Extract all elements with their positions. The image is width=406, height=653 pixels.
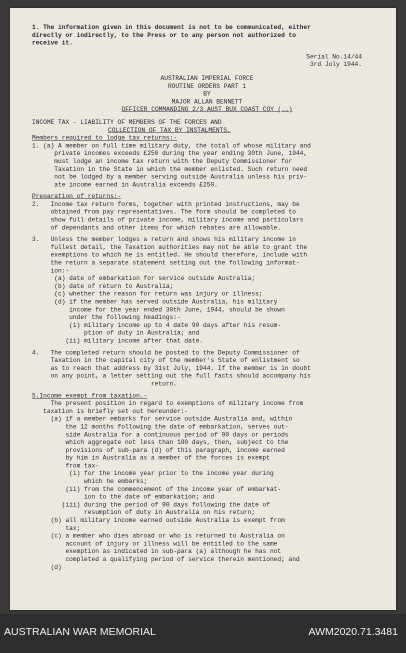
archive-id: AWM2020.71.3481	[308, 626, 398, 638]
para-line: (c) whether the reason for return was injury or illness;	[32, 290, 263, 298]
heading-line: AUSTRALIAN IMPERIAL FORCE	[160, 74, 254, 82]
preparation-heading: Preparation of returns:-	[32, 193, 122, 201]
heading-line: ROUTINE ORDERS PART 1	[167, 82, 247, 90]
para-line: which he embarks;	[32, 478, 148, 486]
exempt-income-heading: 5.Income exempt from taxation.-	[32, 392, 148, 400]
subject-line: INCOME TAX - LIABILITY OF MEMBERS OF THE FORCES AND	[32, 118, 222, 126]
archive-name: AUSTRALIAN WAR MEMORIAL	[4, 626, 156, 638]
para-line: which aggregate not less than 180 days, then, subject to the	[32, 439, 289, 447]
para-line: (d)	[32, 563, 62, 571]
para-line: (b) all military income earned outside Australia is exempt from	[32, 517, 285, 525]
para-line: (c) a member who dies abroad or who is returned to Australia on	[32, 532, 285, 540]
serial-number: Serial No.14/44	[306, 53, 362, 61]
para-line: (ii) military income after that date.	[32, 337, 204, 345]
para-line: (i) military income up to 4 date 90 days after his resum-	[32, 321, 282, 329]
para-line: as to reach that address by 31st July, 1944. If the member is in doubt	[32, 364, 311, 372]
para-line: obtained from pay representatives. The form should be completed to	[32, 208, 296, 216]
heading-line: MAJOR ALLAN BENNETT	[171, 98, 243, 106]
orders-heading	[32, 75, 382, 114]
para-line: from tax-	[32, 462, 99, 470]
para-line: completed a qualifying period of service therein mentioned; and	[32, 556, 300, 563]
para-line: (iii) during the period of 90 days following the date of	[32, 501, 270, 509]
para-line: exemption as indicated in sub-para (a) although he has not	[32, 548, 282, 556]
para-line: (i) for the income year prior to the income year during	[32, 470, 274, 478]
para-line: (a) date of embarkation for service outside Australia;	[32, 275, 256, 283]
para-line: 1. (a) A member on full time military duty, the total of whose military and	[32, 142, 311, 150]
para-line: must lodge an income tax return with the Deputy Commissioner for	[32, 157, 293, 165]
para-line: of dependants and other items for which rebates are allowable.	[32, 224, 282, 232]
heading-line: BY	[203, 90, 211, 98]
para-line: exemptions to which he is entitled. He should therefore, include with	[32, 251, 308, 259]
officer-line: OFFICER COMMANDING 2/3 AUST BUX COAST COY (..)	[121, 106, 293, 114]
paragraph-1	[32, 142, 382, 189]
subject-line: COLLECTION OF TAX BY INSTALMENTS.	[108, 126, 231, 134]
para-line: resumption of duty in Australia on his return;	[32, 509, 256, 517]
para-line: show full details of private income, military income and particulars	[32, 216, 304, 224]
para-line: Taxation in the State in which the member enlisted. Such return need	[32, 165, 308, 173]
para-line: under the following headings:-	[32, 314, 181, 322]
subject-block	[32, 119, 382, 142]
para-line: (d) if the member has served outside Australia, his military	[32, 298, 278, 306]
paragraph-3	[32, 236, 382, 345]
para-line: tax;	[32, 524, 81, 532]
document-text	[10, 8, 396, 572]
para-line: on any point, a letter setting out the full facts should accompany his	[32, 372, 311, 380]
members-heading: Members required to lodge tax returns:-	[32, 134, 177, 142]
paragraph-2	[32, 193, 382, 232]
paragraph-4	[32, 349, 382, 388]
para-line: 2. Income tax return forms, together with printed instructions, may be	[32, 200, 300, 208]
para-line: provisions of sub-para (d) of this paragraph, income earned	[32, 446, 285, 454]
para-line: by him in Australia as a member of the forces is exempt	[32, 454, 270, 462]
para-line: ion:-	[32, 267, 70, 275]
notice-line: directly or indirectly, to the Press or to any person not authorized to	[32, 31, 296, 39]
para-line: ate income earned in Australia exceeds £250.	[32, 181, 218, 189]
paragraph-5	[32, 392, 382, 571]
para-line: 3. Unless the member lodges a return and shows his military income in	[32, 236, 296, 244]
notice-line: receive it.	[32, 39, 73, 47]
para-line: not be lodged by a member serving outside Australia unless his priv-	[32, 173, 308, 181]
document-page	[10, 8, 396, 610]
para-line: (a) if a member embarks for service outside Australia and, within	[32, 415, 293, 423]
serial-block	[32, 53, 382, 69]
para-line: side Australia for a continuous period of 90 days or periods	[32, 431, 289, 439]
confidentiality-notice	[32, 24, 382, 47]
para-line: ption of duty in Australia; and	[32, 329, 200, 337]
para-line: (b) date of return to Australia;	[32, 282, 174, 290]
para-line: return.	[32, 380, 177, 388]
archive-footer	[0, 614, 406, 653]
para-line: fullest detail, the Taxation authorities may not be able to grant the	[32, 243, 308, 251]
para-line: the return a separate statement setting out the following informat-	[32, 259, 300, 267]
para-line: Taxation in the capital city of the member's State of enlistment so	[32, 357, 300, 365]
para-line: The present position in regard to exemptions of military income from	[32, 400, 304, 408]
para-line: 4. The completed return should be posted to the Deputy Commissioner of	[32, 349, 300, 357]
notice-line: 1. The information given in this document is not to be communicated, either	[32, 24, 311, 31]
para-line: taxation is briefly set out hereunder:-	[32, 407, 189, 415]
serial-date: 3rd July 1944.	[309, 61, 362, 69]
para-line: (ii) from the commencement of the income year of embarkat-	[32, 485, 282, 493]
para-line: income for the year ended 30th June, 1944, should be shown	[32, 306, 285, 314]
para-line: the 12 months following the date of embarkation, serves out-	[32, 423, 289, 431]
para-line: account of injury or illness will be entitled to the same	[32, 540, 278, 548]
para-line: private incomes exceeds £250 during the year ending 30th June, 1944,	[32, 150, 308, 158]
para-line: ion to the date of embarkation; and	[32, 493, 215, 501]
